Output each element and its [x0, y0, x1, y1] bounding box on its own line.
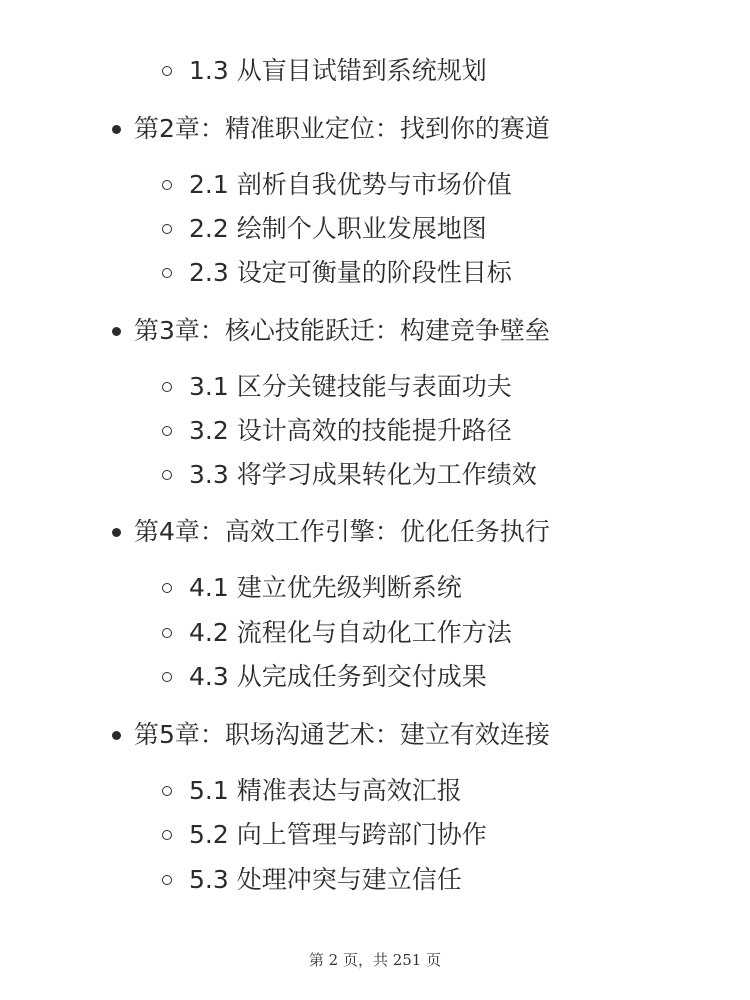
toc-section-5-3 — [0, 862, 750, 898]
hollow-circle-bullet-icon — [162, 382, 172, 392]
toc-section-title: 4.2 流程化与自动化工作方法 — [189, 618, 512, 647]
toc-section-2-2 — [0, 211, 750, 247]
toc-chapter-3 — [0, 313, 750, 349]
toc-section-title: 5.1 精准表达与高效汇报 — [189, 776, 462, 805]
toc-section-title: 3.2 设计高效的技能提升路径 — [189, 416, 512, 445]
hollow-circle-bullet-icon — [162, 583, 172, 593]
toc-section-title: 4.1 建立优先级判断系统 — [189, 573, 462, 602]
toc-chapter-title: 第4章：高效工作引擎：优化任务执行 — [134, 517, 550, 546]
toc-section-title: 3.1 区分关键技能与表面功夫 — [189, 372, 512, 401]
toc-chapter-5 — [0, 717, 750, 753]
hollow-circle-bullet-icon — [162, 470, 172, 480]
hollow-circle-bullet-icon — [162, 180, 172, 190]
toc-chapter-2 — [0, 111, 750, 147]
toc-section-title: 2.3 设定可衡量的阶段性目标 — [189, 258, 512, 287]
toc-section-4-2 — [0, 615, 750, 651]
toc-chapter-title: 第2章：精准职业定位：找到你的赛道 — [134, 114, 550, 143]
hollow-circle-bullet-icon — [162, 224, 172, 234]
toc-chapter-4 — [0, 514, 750, 550]
toc-section-title: 2.1 剖析自我优势与市场价值 — [189, 170, 512, 199]
toc-section-title: 3.3 将学习成果转化为工作绩效 — [189, 460, 537, 489]
toc-section-title: 5.2 向上管理与跨部门协作 — [189, 820, 487, 849]
filled-disc-bullet-icon — [112, 528, 121, 537]
toc-chapter-title: 第5章：职场沟通艺术：建立有效连接 — [134, 720, 550, 749]
toc-section-title: 1.3 从盲目试错到系统规划 — [189, 56, 487, 85]
hollow-circle-bullet-icon — [162, 830, 172, 840]
filled-disc-bullet-icon — [112, 125, 121, 134]
hollow-circle-bullet-icon — [162, 628, 172, 638]
hollow-circle-bullet-icon — [162, 268, 172, 278]
page-number-footer: 第 2 页，共 251 页 — [308, 951, 442, 969]
toc-section-1-3 — [0, 53, 750, 89]
filled-disc-bullet-icon — [112, 731, 121, 740]
toc-section-5-2 — [0, 817, 750, 853]
hollow-circle-bullet-icon — [162, 672, 172, 682]
hollow-circle-bullet-icon — [162, 66, 172, 76]
toc-section-2-3 — [0, 255, 750, 291]
hollow-circle-bullet-icon — [162, 426, 172, 436]
toc-section-4-1 — [0, 570, 750, 606]
hollow-circle-bullet-icon — [162, 875, 172, 885]
toc-chapter-title: 第3章：核心技能跃迁：构建竞争壁垒 — [134, 316, 550, 345]
toc-section-3-1 — [0, 369, 750, 405]
toc-section-title: 5.3 处理冲突与建立信任 — [189, 865, 462, 894]
toc-section-2-1 — [0, 167, 750, 203]
toc-section-title: 4.3 从完成任务到交付成果 — [189, 662, 487, 691]
toc-section-3-3 — [0, 457, 750, 493]
filled-disc-bullet-icon — [112, 327, 121, 336]
toc-section-4-3 — [0, 659, 750, 695]
toc-section-5-1 — [0, 773, 750, 809]
hollow-circle-bullet-icon — [162, 786, 172, 796]
toc-section-title: 2.2 绘制个人职业发展地图 — [189, 214, 487, 243]
toc-section-3-2 — [0, 413, 750, 449]
